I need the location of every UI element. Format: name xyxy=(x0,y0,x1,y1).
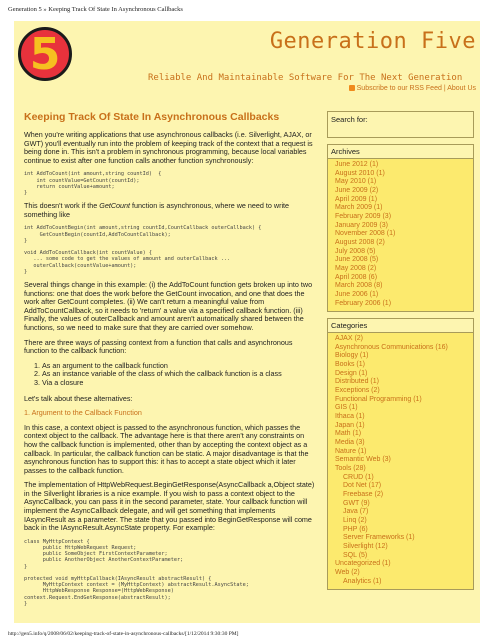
emphasis-getcount: GetCount xyxy=(99,201,131,211)
code-block-httpcontext: class MyHttpContext { public HttpWebRequest Request; public SomeObject FirstContextParameter; public AnotherObject AnotherContextParameter; } protected void myHttpCallback(IAsyncResult abstractResult) { MyHttpContext context = (MyHttpContext) abstractResult.AsyncState; HttpWebResponse Response=(HttpWebResponse) context.Request.EndGetResponse(abstractResult); } xyxy=(24,538,249,607)
search-box xyxy=(327,111,474,138)
archives-list xyxy=(328,158,473,311)
archive-link[interactable]: March 2008 (8) xyxy=(335,282,383,290)
archive-link[interactable]: August 2010 (1) xyxy=(335,169,385,177)
search-label: Search for: xyxy=(331,115,368,124)
category-link[interactable]: Uncategorized (1) xyxy=(335,560,391,568)
about-link[interactable]: About Us xyxy=(447,85,476,92)
paragraph-httpwebrequest: The implementation of HttpWebRequest.BeginGetResponse(AsyncCallback a,Object state) in the Silverlight libraries is a nice example. If you wish to pass a context object to the AsyncCallback, you can pass it in the second parameter, state. Your callback function will implement the AsyncCallback delegate, and will get something that implements IAsyncResult as a parameter. The state that you passed into BeginGetResponse will come back in the IAsyncResult.AsyncState property. For example: xyxy=(24,480,315,533)
category-link[interactable]: AJAX (2) xyxy=(335,335,364,343)
list-item: 1. As an argument to the callback function xyxy=(42,362,316,371)
site-tagline: Reliable And Maintainable Software For The Next Generation xyxy=(148,73,463,83)
site-title[interactable]: Generation Five xyxy=(269,29,476,54)
category-link[interactable]: CRUD (1) xyxy=(343,473,374,481)
category-link[interactable]: Web (2) xyxy=(335,568,360,576)
code-block-sync: int AddToCount(int amount,string countId) { int countValue=GetCount(countId); return countValue+amount; } xyxy=(24,171,162,196)
archive-link[interactable]: November 2008 (1) xyxy=(335,230,396,238)
category-link[interactable]: Asynchronous Communications (16) xyxy=(335,343,448,351)
browser-page-title: Generation 5 » Keeping Track Of State In Asynchronous Callbacks xyxy=(8,6,183,13)
category-link[interactable]: GIS (1) xyxy=(335,404,358,412)
paragraph-async-problem xyxy=(24,202,316,219)
text-span: function is asynchronous, where we need to write something like xyxy=(24,201,290,219)
categories-list xyxy=(328,332,473,589)
paragraph-changes: Several things change in this example: (i) the AddToCount function gets broken up into two functions: one that does the work before the GetCount invocation, and one that does the work after GetCount completes. (ii) We can't return a meaningful value from AddToCountCallback, so it needs to 'return' a value via a specified callback function. (iii) Finally, the values of outerCallback and amount aren't automatically shared between the functions, so we need to make sure that they are carried over somehow. xyxy=(24,280,313,332)
paragraph-argument: In this case, a context object is passed to the asynchronous function, which passes the context object to the callback. The advantage here is that there aren't any constraints on how the callback function is implemented, other than by accepting the context object as a callback. In particular, the callback function can be static. A major disadvantage is that the asynchronous function has to support this: it has to accept a state object which it later passes to the callback function. xyxy=(24,422,309,475)
post-content xyxy=(24,111,316,613)
archive-link[interactable]: May 2010 (1) xyxy=(335,178,377,186)
list-item: 3. Via a closure xyxy=(42,379,316,388)
page-frame xyxy=(14,21,480,623)
category-link[interactable]: Ithaca (1) xyxy=(335,413,365,421)
category-link[interactable]: PHP (6) xyxy=(343,525,368,533)
category-link[interactable]: Math (1) xyxy=(335,430,362,438)
post-title[interactable]: Keeping Track Of State In Asynchronous Callbacks xyxy=(24,111,280,123)
category-link[interactable]: GWT (9) xyxy=(343,499,370,507)
context-options-list xyxy=(24,362,316,388)
archive-link[interactable]: August 2008 (2) xyxy=(335,238,385,246)
logo-numeral: 5 xyxy=(29,29,61,80)
category-link[interactable]: Functional Programming (1) xyxy=(335,395,422,403)
archives-widget xyxy=(327,144,474,312)
code-block-async: int AddToCountBegin(int amount,string countId,CountCallback outerCallback) { GetCountBegin(countId,AddToCountCallback); } void AddToCountCallback(int countValue) { ... some code to get the values of amount and outerCallback ... outerCallback(countValue+amount); } xyxy=(24,225,262,275)
category-link[interactable]: Distributed (1) xyxy=(335,378,379,386)
archive-link[interactable]: January 2009 (3) xyxy=(335,221,388,229)
archive-link[interactable]: June 2009 (2) xyxy=(335,186,379,194)
archive-link[interactable]: April 2008 (6) xyxy=(335,273,378,281)
category-link[interactable]: Java (7) xyxy=(343,508,369,516)
archive-link[interactable]: April 2009 (1) xyxy=(335,195,378,203)
category-link[interactable]: Server Frameworks (1) xyxy=(343,534,415,542)
category-link[interactable]: Design (1) xyxy=(335,369,368,377)
category-link[interactable]: Silverlight (12) xyxy=(343,542,388,550)
browser-page-url: http://gen5.info/q/2008/06/02/keeping-track-of-state-in-asynchronous-callbacks/[1/12/2014 9:30:30 PM] xyxy=(8,631,239,637)
category-link[interactable]: Nature (1) xyxy=(335,447,367,455)
archive-link[interactable]: May 2008 (2) xyxy=(335,264,377,272)
category-link[interactable]: Biology (1) xyxy=(335,352,369,360)
text-span: This doesn't work if the xyxy=(24,201,100,211)
archive-link[interactable]: July 2008 (5) xyxy=(335,247,376,255)
archive-link[interactable]: February 2009 (3) xyxy=(335,212,392,220)
paragraph-three-ways: There are three ways of passing context from a function that calls and asynchronous function to the callback function: xyxy=(24,337,293,356)
categories-title: Categories xyxy=(331,321,368,331)
category-link[interactable]: Japan (1) xyxy=(335,421,365,429)
category-link[interactable]: Media (3) xyxy=(335,439,365,447)
header-links xyxy=(349,85,476,92)
section-heading: 1. Argument to the Callback Function xyxy=(24,408,142,418)
archive-link[interactable]: February 2006 (1) xyxy=(335,299,392,307)
category-link[interactable]: Dot Net (17) xyxy=(343,482,382,490)
site-logo[interactable] xyxy=(18,27,72,81)
archive-link[interactable]: June 2008 (5) xyxy=(335,256,379,264)
category-link[interactable]: SQL (5) xyxy=(343,551,368,559)
categories-widget xyxy=(327,318,474,590)
paragraph-intro: When you're writing applications that use asynchronous callbacks (i.e. Silverlight, AJAX, or GWT) you'll eventually run into the problem of keeping track of the context that a request is being done in. This isn't a problem in synchronous programming, because local variables continue to exist after one function calls another function synchronously: xyxy=(24,130,313,165)
category-link[interactable]: Books (1) xyxy=(335,361,365,369)
category-link[interactable]: Freebase (2) xyxy=(343,490,384,498)
archive-link[interactable]: June 2006 (1) xyxy=(335,290,379,298)
category-link[interactable]: Linq (2) xyxy=(343,516,367,524)
archive-link[interactable]: March 2009 (1) xyxy=(335,204,383,212)
category-link[interactable]: Semantic Web (3) xyxy=(335,456,391,464)
archive-link[interactable]: June 2012 (1) xyxy=(335,161,379,168)
category-link[interactable]: Analytics (1) xyxy=(343,577,382,585)
category-link[interactable]: Exceptions (2) xyxy=(335,387,380,395)
category-link[interactable]: Tools (28) xyxy=(335,465,366,472)
paragraph-alternatives: Let's talk about these alternatives: xyxy=(24,393,133,403)
list-item: 2. As an instance variable of the class of which the callback function is a class xyxy=(42,370,316,379)
rss-icon[interactable] xyxy=(349,85,355,91)
rss-link[interactable]: Subscribe to our RSS Feed xyxy=(356,85,442,92)
link-separator: | xyxy=(443,85,446,92)
archives-title: Archives xyxy=(331,147,360,156)
sidebar xyxy=(327,111,474,596)
